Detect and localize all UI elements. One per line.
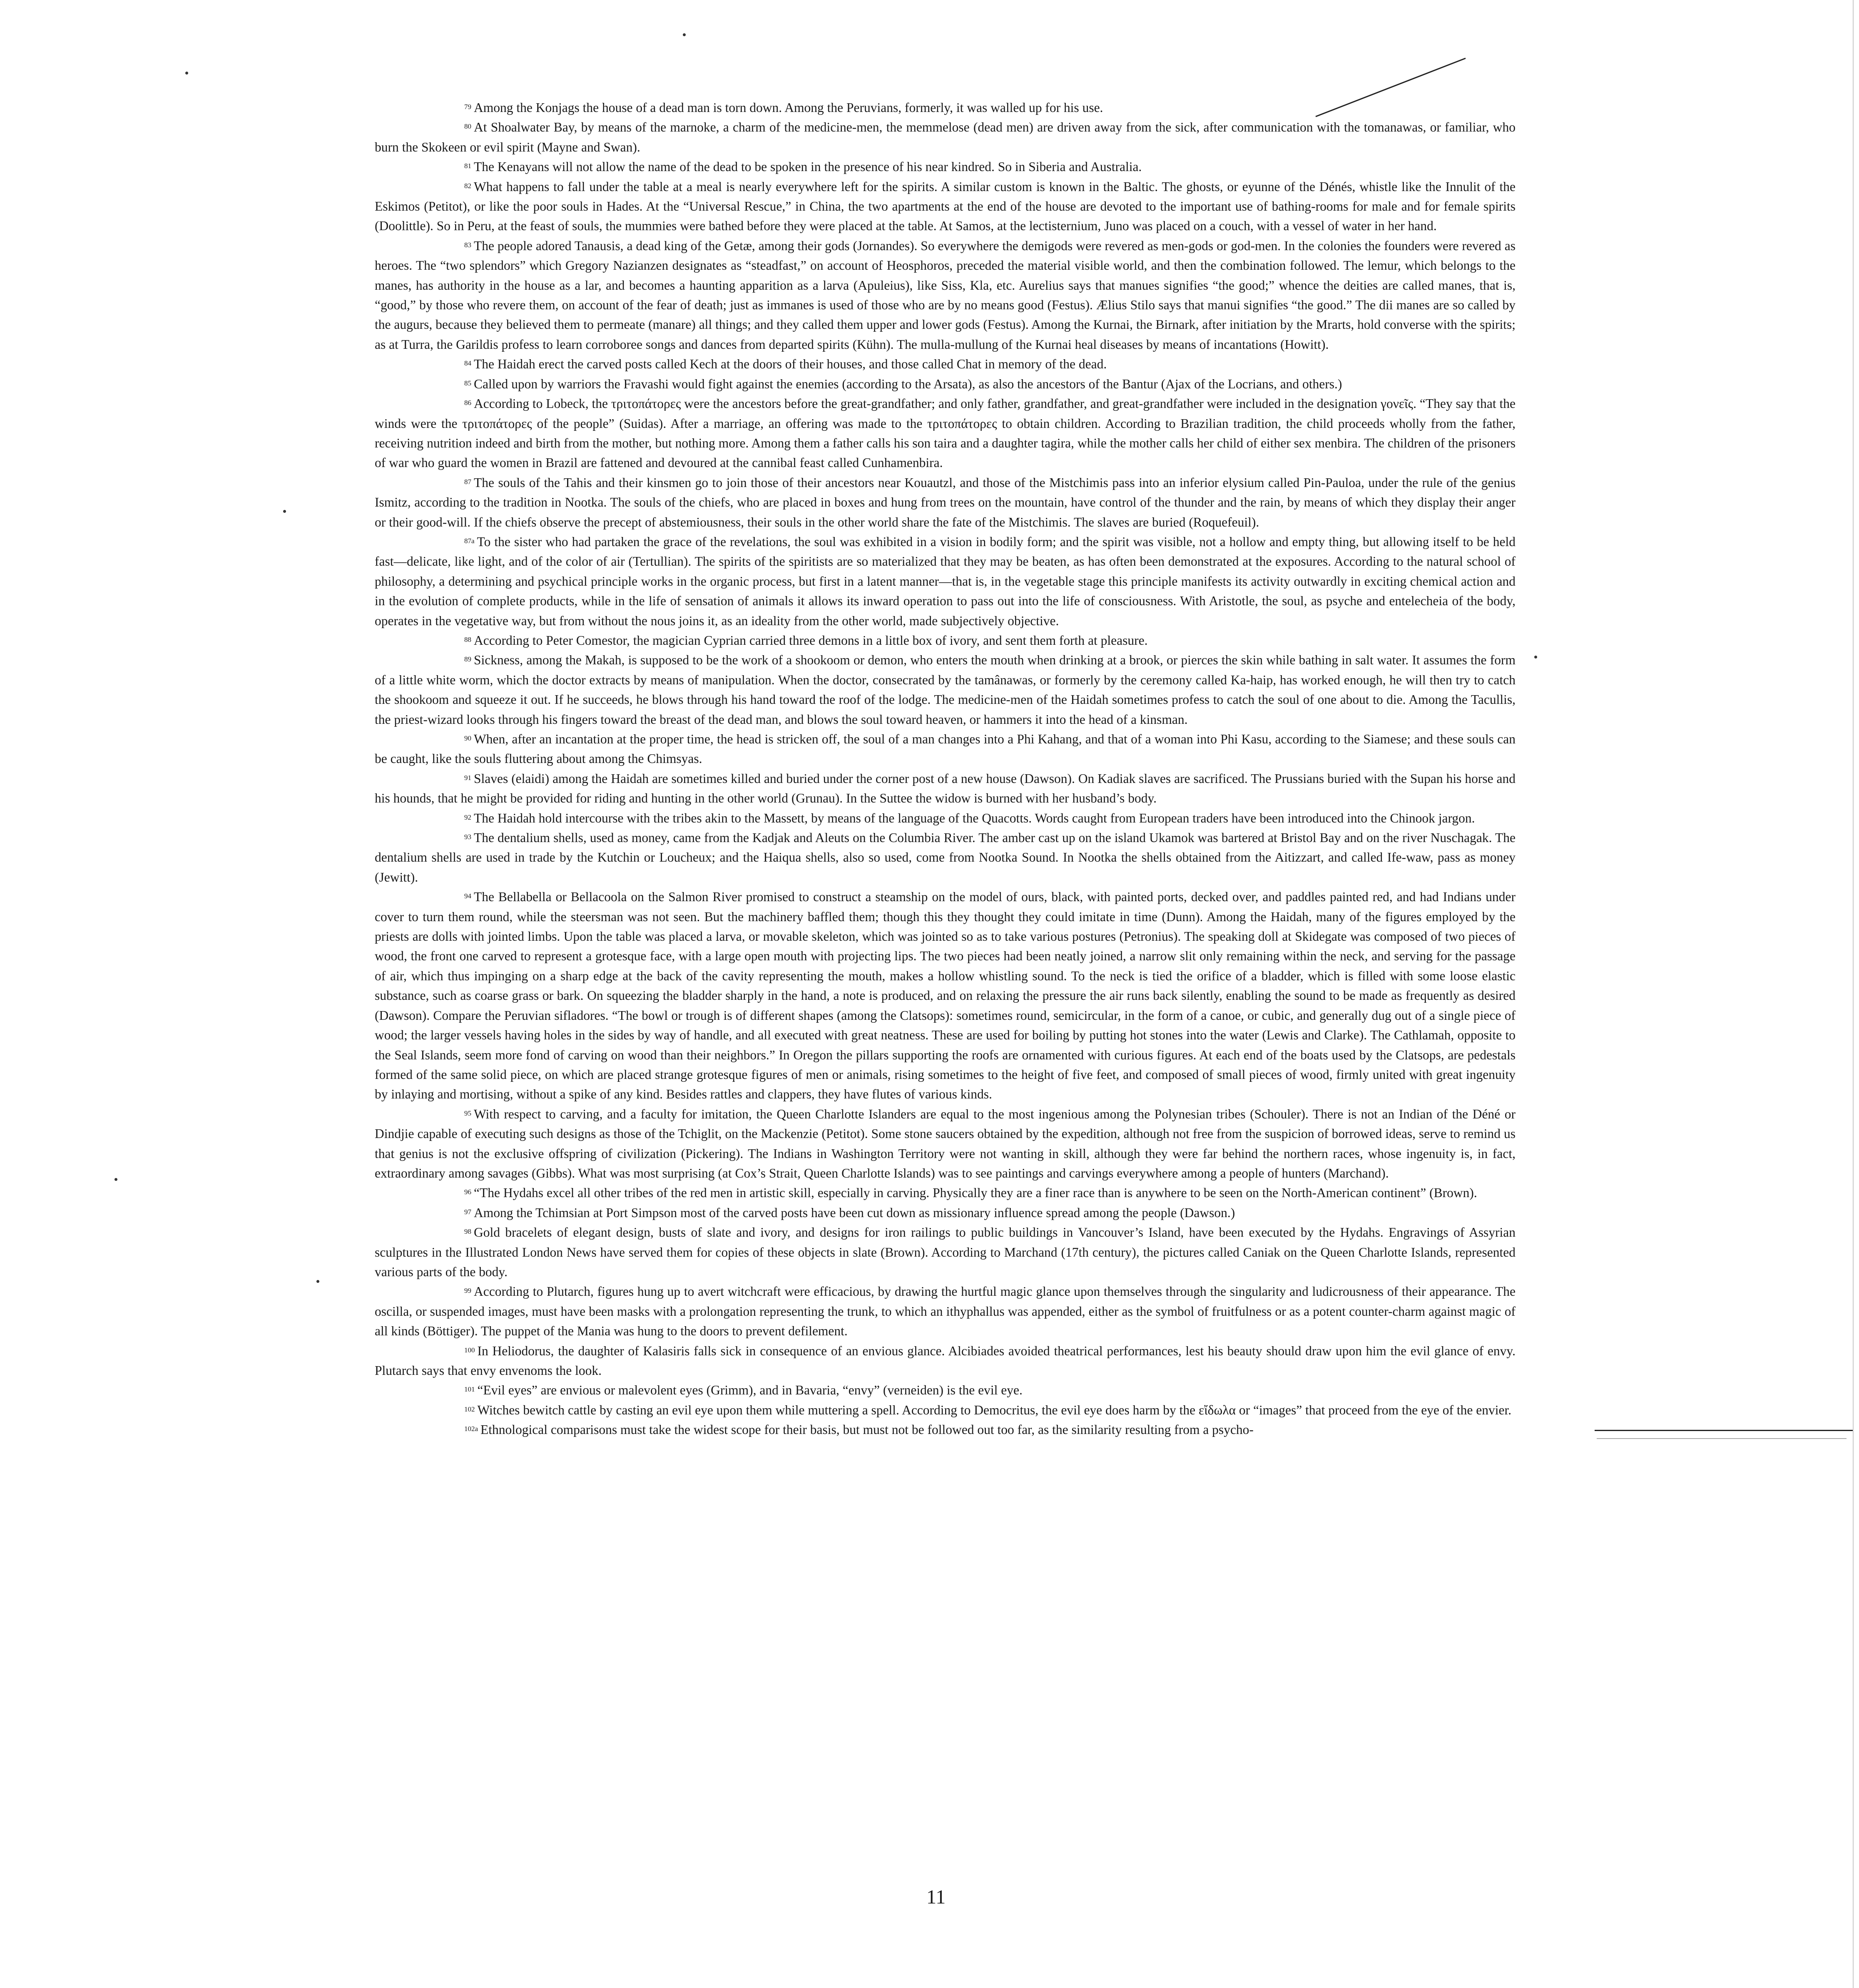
footnote-text: The people adored Tanausis, a dead king of the Getæ, among their gods (Jornandes). So everywhere the demigods were revered as men-gods or god-men. In the colonies the founders were revered as heroes. The “two splendors” which Gregory Nazianzen designates as “steadfast,” on account of Heosphoros, preceded the material visible world, and then the combination followed. The lemur, which belongs to the manes, has authority in the house as a lar, and becomes a haunting apparition as a larva (Apuleius), like Siss, Kla, etc. Aurelius says that manues signifies “the good;” whence the deities are called manes, that is, “good,” by those who revere them, on account of the fear of death; just as immanes is used of those who are by no means good (Festus). Ælius Stilo says that manui signifies “the good.” The dii manes are so called by the augurs, because they believed them to permeate (manare) all things; and they called them upper and lower gods (Festus). Among the Kurnai, the Birnark, after initiation by the Mrarts, hold converse with the spirits; as at Turra, the Garildis profess to learn corroboree songs and dances from departed spirits (Kühn). The mulla-mullung of the Kurnai heal diseases by means of incantations (Howitt).: [375, 238, 1516, 352]
footnote-number: 85: [464, 379, 471, 387]
footnote: [375, 374, 1516, 394]
footnote: [375, 1183, 1516, 1203]
footnote-text: With respect to carving, and a faculty for imitation, the Queen Charlotte Islanders are equal to the most ingenious among the Polynesian tribes (Schouler). There is not an Indian of the Déné or Dindjie capable of executing such designs as those of the Tchiglit, on the Mackenzie (Petitot). Some stone saucers obtained by the expedition, although not free from the suspicion of borrowed ideas, serve to remind us that genius is not the exclusive offspring of civilization (Pickering). The Indians in Washington Territory were not wanting in skill, although they were far behind the northern races, whose ingenuity is, in fact, extraordinary among savages (Gibbs). What was most surprising (at Cox’s Strait, Queen Charlotte Islands) was to see paintings and carvings everywhere among a people of hunters (Marchand).: [375, 1106, 1516, 1180]
footnote-text: The dentalium shells, used as money, came from the Kadjak and Aleuts on the Columbia River. The amber cast up on the island Ukamok was bartered at Bristol Bay and on the river Nuschagak. The dentalium shells are used in trade by the Kutchin or Loucheux; and the Haiqua shells, also so used, come from Nootka Sound. In Nootka the shells obtained from the Aitizzart, and called Ife-waw, pass as money (Jewitt).: [375, 830, 1516, 885]
footnote-text: The souls of the Tahis and their kinsmen go to join those of their ancestors near Kouautzl, and those of the Mistchimis pass into an inferior elysium called Pin-Pauloa, under the rule of the genius Ismitz, according to the tradition in Nootka. The souls of the chiefs, who are placed in boxes and hung from trees on the mountain, have control of the thunder and the rain, by means of which they display their anger or their good-will. If the chiefs observe the precept of abstemiousness, their souls in the other world share the fate of the Mistchimis. The slaves are buried (Roquefeuil).: [375, 475, 1516, 529]
footnote-number: 96: [464, 1188, 471, 1196]
footnote-text: To the sister who had partaken the grace of the revelations, the soul was exhibited in a vision in bodily form; and the spirit was visible, not a hollow and empty thing, but allowing itself to be held fast—delicate, like light, and of the color of air (Tertullian). The spirits of the spiritists are so materialized that they may be beaten, as has often been demonstrated at the exposures. According to the natural school of philosophy, a determining and psychical principle works in the organic process, but first in a latent manner—that is, in the vegetable stage this principle manifests its activity outwardly in exciting chemical action and in the evolution of complete products, while in the life of sensation of animals it allows its inward operation to pass out into the life of consciousness. With Aristotle, the soul, as psyche and entelecheia of the body, operates in the vegetative way, but from without the nous joins it, as an ideality from the other world, made subjectively objective.: [375, 534, 1516, 628]
footnote-text: Among the Tchimsian at Port Simpson most of the carved posts have been cut down as missionary influence spread among the people (Dawson.): [474, 1205, 1235, 1220]
scan-speck: [316, 1280, 319, 1283]
footnote: [375, 1282, 1516, 1341]
scan-streak: [1595, 1430, 1853, 1431]
footnote: [375, 729, 1516, 769]
scan-speck: [1534, 656, 1537, 659]
footnote-text: The Haidah erect the carved posts called Kech at the doors of their houses, and those called Chat in memory of the dead.: [474, 357, 1107, 372]
footnote: [375, 473, 1516, 532]
footnote-text: According to Peter Comestor, the magician Cyprian carried three demons in a little box of ivory, and sent them forth at pleasure.: [474, 633, 1148, 648]
footnote-text: The Haidah hold intercourse with the tribes akin to the Massett, by means of the language of the Quacotts. Words caught from European traders have been introduced into the Chinook jargon.: [474, 810, 1475, 825]
footnote-number: 100: [464, 1346, 475, 1354]
footnote-text: The Kenayans will not allow the name of the dead to be spoken in the presence of his near kindred. So in Siberia and Australia.: [474, 159, 1142, 174]
footnote-text: Slaves (elaidi) among the Haidah are sometimes killed and buried under the corner post of a new house (Dawson). On Kadiak slaves are sacrificed. The Prussians buried with the Supan his horse and his hounds, that he might be provided for riding and hunting in the other world (Grunau). In the Suttee the widow is burned with her husband’s body.: [375, 771, 1516, 806]
scan-edge: [1853, 0, 1854, 1988]
footnote: [375, 650, 1516, 729]
footnote: [375, 532, 1516, 631]
footnote: [375, 828, 1516, 887]
footnote-text: When, after an incantation at the proper time, the head is stricken off, the soul of a man changes into a Phi Kahang, and that of a woman into Phi Kasu, according to the Siamese; and these souls can be caught, like the souls fluttering about among the Chimsyas.: [375, 732, 1516, 766]
scan-stroke: [1312, 54, 1470, 121]
page-number: 11: [926, 1886, 946, 1908]
footnote-text: At Shoalwater Bay, by means of the marnoke, a charm of the medicine-men, the memmelose (dead men) are driven away from the sick, after communication with the tomanawas, or familiar, who burn the Skokeen or evil spirit (Mayne and Swan).: [375, 120, 1516, 154]
footnote-text: According to Lobeck, the τριτοπάτορες were the ancestors before the great-grandfather; and only father, grandfather, and great-grandfather were included in the designation γονεῖς. “They say that the winds were the τριτοπάτορες of the people” (Suidas). After a marriage, an offering was made to the τριτοπάτορες to obtain children. According to Brazilian tradition, the child proceeds wholly from the father, receiving nutrition indeed and birth from the mother, but nothing more. Among them a father calls his son taira and a daughter tagira, while the mother calls her child of either sex menbira. The children of the prisoners of war who guard the women in Brazil are fattened and devoured at the cannibal feast called Cunhamenbira.: [375, 396, 1516, 470]
footnote: [375, 631, 1516, 650]
footnote-number: 92: [464, 813, 471, 821]
footnote-text: What happens to fall under the table at a meal is nearly everywhere left for the spirits. A similar custom is known in the Baltic. The ghosts, or eyunne of the Dénés, whistle like the Innulit of the Eskimos (Petitot), or like the poor souls in Hades. At the “Universal Rescue,” in China, the two apartments at the end of the house are devoted to the important use of bathing-rooms for male and for female spirits (Doolittle). So in Peru, at the feast of souls, the mummies were bathed before they were placed at the table. At Samos, at the lectisternium, Juno was placed on a couch, with a vessel of water in her hand.: [375, 179, 1516, 234]
footnote: [375, 808, 1516, 828]
footnotes-column: [375, 98, 1516, 1459]
footnote: [375, 236, 1516, 354]
footnote: [375, 1203, 1516, 1223]
scan-speck: [683, 33, 686, 36]
footnote: [375, 177, 1516, 236]
footnote: [375, 1400, 1516, 1420]
footnote: [375, 1341, 1516, 1381]
footnote-number: 80: [464, 122, 471, 131]
footnote: [375, 394, 1516, 473]
footnote-text: In Heliodorus, the daughter of Kalasiris falls sick in consequence of an envious glance. Alcibiades avoided theatrical performances, lest his beauty should draw upon him the evil glance of envy. Plutarch says that envy envenoms the look.: [375, 1343, 1516, 1378]
footnote-number: 93: [464, 833, 471, 841]
footnote-number: 81: [464, 162, 471, 170]
footnote-number: 102: [464, 1405, 475, 1413]
footnote-number: 94: [464, 892, 471, 900]
footnote: [375, 887, 1516, 1104]
footnote-number: 86: [464, 399, 471, 407]
footnote: [375, 1223, 1516, 1282]
scan-speck: [185, 72, 188, 75]
footnote-text: Gold bracelets of elegant design, busts of slate and ivory, and designs for iron railings to public buildings in Vancouver’s Island, have been executed by the Hydahs. Engravings of Assyrian sculptures in the Illustrated London News have served them for copies of these objects in slate (Brown). According to Marchand (17th century), the pictures called Caniak on the Queen Charlotte Islands, represented various parts of the body.: [375, 1225, 1516, 1279]
footnote-text: “Evil eyes” are envious or malevolent eyes (Grimm), and in Bavaria, “envy” (verneiden) is the evil eye.: [477, 1383, 1023, 1398]
footnote-number: 89: [464, 655, 471, 663]
footnote-number: 88: [464, 635, 471, 644]
footnote: [375, 1380, 1516, 1400]
footnote-number: 99: [464, 1287, 471, 1295]
footnote-text: “The Hydahs excel all other tribes of the red men in artistic skill, especially in carving. Physically they are a finer race than is anywhere to be seen on the North-American continent” (Brown).: [474, 1185, 1477, 1200]
footnote: [375, 354, 1516, 374]
footnote-number: 84: [464, 359, 471, 368]
footnote-number: 95: [464, 1109, 471, 1117]
footnote-number: 98: [464, 1228, 471, 1236]
footnote-number: 101: [464, 1385, 475, 1394]
footnote: [375, 1440, 1516, 1459]
footnote-number: 87: [464, 477, 471, 486]
footnote-number: 79: [464, 103, 471, 111]
footnote-text: According to Plutarch, figures hung up to avert witchcraft were efficacious, by drawing the hurtful magic glance upon themselves through the singularity and ludicrousness of their appearance. The oscilla, or suspended images, must have been masks with a prolongation representing the trunk, to which an ithyphallus was appended, either as the symbol of fruitfulness or as a potent counter-charm against magic of all kinds (Böttiger). The puppet of the Mania was hung to the doors to prevent defilement.: [375, 1284, 1516, 1339]
footnote-text: The Bellabella or Bellacoola on the Salmon River promised to construct a steamship on the model of ours, black, with painted ports, decked over, and paddles painted red, and had Indians under cover to turn them round, while the steersman was not seen. But the machinery baffled them; though this they thought they could imitate in time (Dunn). Among the Haidah, many of the figures employed by the priests are dolls with jointed limbs. Upon the table was placed a larva, or movable skeleton, which was jointed so as to take various postures (Petronius). The speaking doll at Skidegate was composed of two pieces of wood, the front one carved to represent a grotesque face, with a large open mouth with projecting lips. The two pieces had been neatly joined, a narrow slit only remaining within the neck, and serving for the passage of air, which thus impinging on a sharp edge at the back of the cavity representing the mouth, makes a hollow whistling sound. To the neck is tied the orifice of a bladder, which is filled with some loose elastic substance, such as coarse grass or bark. On squeezing the bladder sharply in the hand, a note is produced, and on relaxing the pressure the air runs back silently, enabling the sound to be made as frequently as desired (Dawson). Compare the Peruvian sifladores. “The bowl or trough is of different shapes (among the Clatsops): sometimes round, semicircular, in the form of a canoe, or cubic, and generally dug out of a single piece of wood; the larger vessels having holes in the sides by way of handle, and all executed with great neatness. These are used for boiling by putting hot stones into the water (Lewis and Clarke). The Cathlamah, opposite to the Seal Islands, seem more fond of carving on wood than their neighbors.” In Oregon the pillars supporting the roofs are ornamented with curious figures. At each end of the boats used by the Clatsops, are pedestals formed of the same solid piece, on which are placed strange grotesque figures of men or animals, rising sometimes to the height of five feet, and composed of small pieces of wood, firmly united with great ingenuity by inlaying and mortising, without a spike of any kind. Besides rattles and clappers, they have flutes of various kinds.: [375, 890, 1516, 1102]
footnote-number: 97: [464, 1208, 471, 1216]
footnote-number: 102a: [464, 1425, 478, 1433]
footnote: [375, 769, 1516, 808]
footnote-number: 90: [464, 734, 471, 742]
footnote-text: Among the Konjags the house of a dead man is torn down. Among the Peruvians, formerly, it was walled up for his use.: [474, 100, 1103, 115]
footnote-text: Sickness, among the Makah, is supposed to be the work of a shookoom or demon, who enters the mouth when drinking at a brook, or pierces the skin while bathing in salt water. It assumes the form of a little white worm, which the doctor extracts by means of manipulation. When the doctor, consecrated by the tamânawas, or formerly by the ceremony called Ka-haip, has worked enough, he will then try to catch the shookoom and squeeze it out. If he succeeds, he blows through his hand toward the roof of the lodge. The medicine-men of the Haidah sometimes profess to catch the soul of one about to die. Among the Tacullis, the priest-wizard looks through his fingers toward the breast of the dead man, and blows the soul toward heaven, or hammers it into the head of a kinsman.: [375, 653, 1516, 727]
footnote: [375, 1420, 1516, 1439]
footnote-text: Ethnological comparisons must take the widest scope for their basis, but must not be followed out too far, as the similarity resulting from a psycho-: [480, 1422, 1254, 1437]
footnote-number: 82: [464, 181, 471, 190]
footnote: [375, 157, 1516, 176]
footnote-number: 87a: [464, 537, 475, 545]
scan-speck: [283, 510, 286, 513]
footnote: [375, 1104, 1516, 1183]
scan-streak: [1597, 1438, 1847, 1439]
scan-speck: [114, 1178, 117, 1181]
footnote-number: 83: [464, 241, 471, 249]
footnote-text: Called upon by warriors the Fravashi would fight against the enemies (according to the Arsata), as also the ancestors of the Bantur (Ajax of the Locrians, and others.): [474, 376, 1342, 391]
footnote-number: 91: [464, 773, 471, 782]
footnote: [375, 117, 1516, 157]
footnote-text: Witches bewitch cattle by casting an evil eye upon them while muttering a spell. According to Democritus, the evil eye does harm by the εἴδωλα or “images” that proceed from the eye of the envier.: [477, 1402, 1512, 1417]
